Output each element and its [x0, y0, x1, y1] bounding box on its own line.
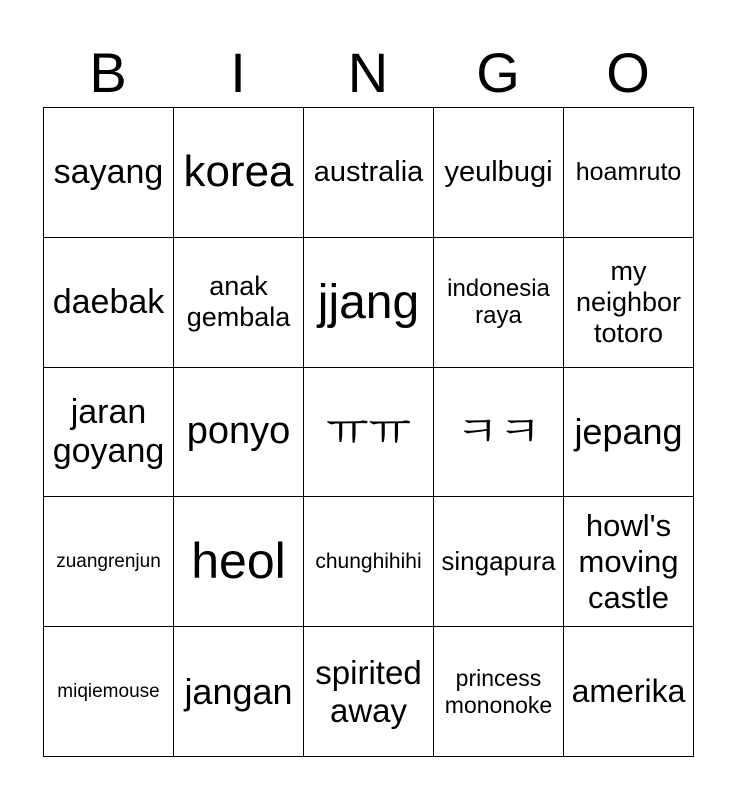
cell-text: amerika — [571, 673, 686, 710]
bingo-cell[interactable] — [174, 627, 304, 757]
bingo-cell[interactable] — [564, 238, 694, 368]
bingo-cell[interactable] — [44, 627, 174, 757]
cell-text: jjang — [317, 275, 420, 329]
bingo-cell[interactable] — [564, 627, 694, 757]
header-letter-b: B — [89, 41, 127, 104]
cell-text: howl's moving castle — [578, 508, 679, 615]
cell-text: chunghihihi — [315, 549, 422, 573]
bingo-cell[interactable] — [304, 238, 434, 368]
cell-text: princess mononoke — [444, 665, 553, 718]
bingo-cell[interactable] — [44, 368, 174, 498]
bingo-cell[interactable] — [304, 627, 434, 757]
bingo-cell[interactable] — [174, 238, 304, 368]
bingo-cell[interactable] — [434, 368, 564, 498]
cell-text: singapura — [441, 545, 556, 576]
bingo-cell[interactable] — [304, 497, 434, 627]
bingo-cell[interactable] — [434, 627, 564, 757]
cell-text: zuangrenjun — [56, 550, 161, 572]
cell-text: my neighbor totoro — [575, 255, 682, 348]
cell-text: ㅠㅠ — [325, 406, 411, 456]
bingo-cell[interactable] — [44, 497, 174, 627]
bingo-cell[interactable] — [564, 108, 694, 238]
bingo-cell[interactable] — [174, 497, 304, 627]
bingo-cell[interactable] — [44, 238, 174, 368]
cell-text: australia — [313, 155, 424, 188]
header-letter-n: N — [347, 41, 389, 104]
cell-text: indonesia raya — [447, 274, 550, 330]
cell-text: yeulbugi — [444, 155, 553, 188]
bingo-cell[interactable] — [564, 368, 694, 498]
cell-text: ㅋㅋ — [455, 406, 541, 456]
cell-text: spirited away — [315, 653, 422, 729]
cell-text: anak gembala — [186, 271, 291, 333]
cell-text: korea — [183, 147, 294, 197]
cell-text: sayang — [53, 152, 164, 191]
cell-text: jangan — [184, 670, 293, 712]
header-letter-o: O — [606, 41, 650, 104]
bingo-cell[interactable] — [304, 368, 434, 498]
bingo-cell[interactable] — [304, 108, 434, 238]
header-letter-g: G — [476, 41, 520, 104]
cell-text: hoamruto — [575, 158, 682, 187]
bingo-cell[interactable] — [174, 108, 304, 238]
cell-text: jaran goyang — [52, 392, 165, 470]
bingo-cell[interactable] — [434, 108, 564, 238]
cell-text: jepang — [574, 411, 683, 453]
bingo-cell[interactable] — [434, 238, 564, 368]
cell-text: daebak — [52, 282, 165, 321]
bingo-header — [43, 40, 693, 106]
cell-text: heol — [191, 533, 286, 590]
bingo-cell[interactable] — [564, 497, 694, 627]
bingo-cell[interactable] — [434, 497, 564, 627]
bingo-board — [43, 107, 694, 757]
bingo-cell[interactable] — [44, 108, 174, 238]
cell-text: miqiemouse — [57, 680, 160, 702]
cell-text: ponyo — [186, 410, 291, 453]
header-letter-i: I — [230, 41, 246, 104]
bingo-cell[interactable] — [174, 368, 304, 498]
